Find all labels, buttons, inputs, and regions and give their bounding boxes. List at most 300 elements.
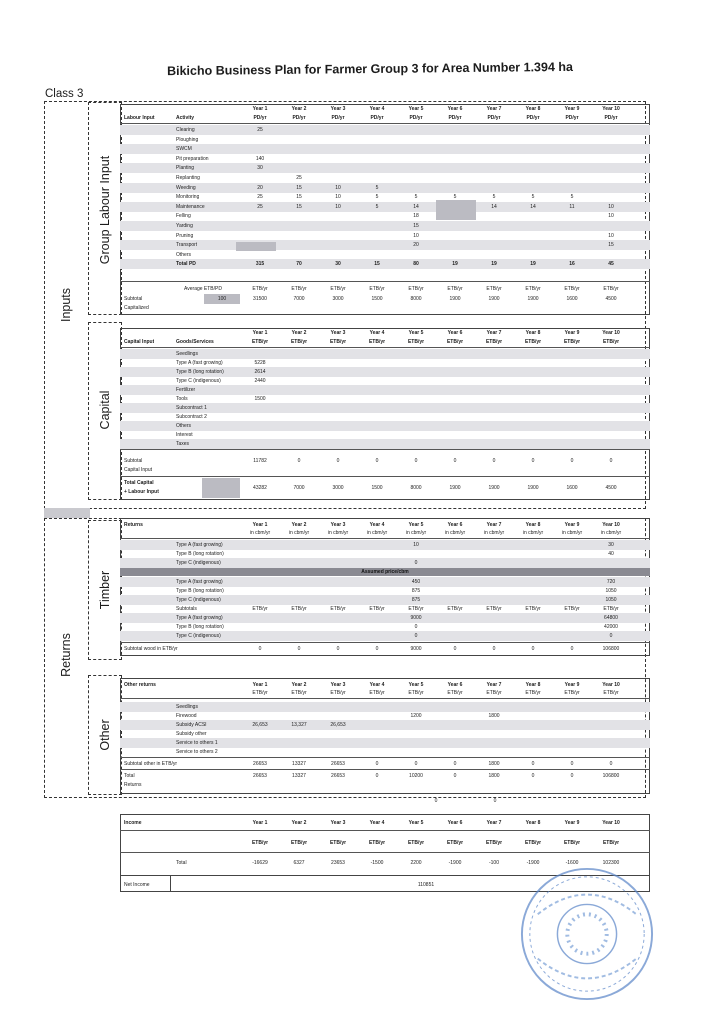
other-year-y1: Year 1 [252, 682, 268, 688]
other-unit-y4: ETB/yr [369, 690, 385, 696]
labour-etb-y1: ETB/yr [252, 286, 268, 292]
timber-etb-y4: ETB/yr [369, 606, 385, 612]
labour-value-y2: 15 [296, 184, 302, 191]
other-subtotal-y7: 1800 [488, 761, 500, 767]
income-unit-y10: ETB/yr [602, 840, 620, 846]
timber-etb-y2: ETB/yr [291, 606, 307, 612]
activity-label: Replanting [176, 175, 200, 181]
capital-subtotal-y10: 0 [609, 458, 613, 464]
goods-label: Type C (indigenous) [176, 378, 221, 384]
timber-subtotal-line [120, 642, 650, 643]
capital-unit-y1: ETB/yr [251, 339, 269, 345]
timber-subtotal-y2: 0 [297, 646, 301, 652]
labour-value-y3: 30 [335, 261, 341, 268]
total-returns-y5: 10200 [409, 773, 423, 779]
capital-subtotal-label: Subtotal [124, 458, 143, 464]
labour-value-y4: 5 [375, 194, 379, 201]
timber-volume-y5: 10 [413, 542, 419, 548]
total-returns-y3: 26653 [331, 773, 345, 779]
timber-value-label: Type B (long rotation) [176, 624, 224, 630]
below-value-y5: 0 [434, 798, 438, 804]
official-seal-stamp [518, 865, 656, 1003]
other-returns-title: Other returns [124, 682, 156, 688]
other-value-y7: 1800 [488, 713, 500, 719]
income-unit-y5: ETB/yr [407, 840, 425, 846]
income-title-row [120, 818, 650, 828]
labour-value-y1: 25 [257, 127, 263, 133]
timber-price-label: Type B (long rotation) [176, 588, 224, 594]
income-unit-row [120, 838, 650, 848]
total-returns-row2 [120, 780, 650, 790]
average-etb-pd-value: 100 [204, 294, 240, 304]
capital-year-y7: Year 7 [486, 330, 502, 336]
income-total-y2: 6327 [293, 860, 305, 866]
other-year-y3: Year 3 [330, 682, 346, 688]
labour-subtotal-y2: 7000 [293, 296, 305, 302]
capital-value-y1: 2614 [254, 369, 266, 375]
goods-label: Subcontract 2 [176, 414, 207, 420]
labour-unit-y10: PD/yr [604, 115, 618, 121]
capital-total-line [120, 476, 650, 477]
labour-year-y3: Year 3 [330, 106, 346, 112]
income-year-y1: Year 1 [252, 820, 268, 826]
labour-subtotal-y3: 3000 [332, 296, 344, 302]
subtotal-wood-label: Subtotal wood in ETB/yr [124, 646, 178, 652]
timber-etb-y1: ETB/yr [252, 606, 268, 612]
other-subtotal-y4: 0 [375, 761, 379, 767]
labour-value-y10: 45 [608, 261, 614, 268]
timber-etb-y9: ETB/yr [564, 606, 580, 612]
goods-label: Type B (long rotation) [176, 369, 224, 375]
timber-subtotal-y9: 0 [570, 646, 574, 652]
other-unit-y3: ETB/yr [330, 690, 346, 696]
timber-value-y10: 64800 [604, 615, 618, 621]
labour-subtotal-y4: 1500 [371, 296, 383, 302]
timber-subtotal-y1: 0 [258, 646, 262, 652]
labour-value-y8: 14 [530, 203, 536, 210]
activity-label: Ploughing [176, 136, 199, 143]
income-unit-y3: ETB/yr [329, 840, 347, 846]
below-values-row [120, 796, 650, 806]
other-subtotal-y9: 0 [570, 761, 574, 767]
labour-row [120, 154, 650, 164]
labour-mid-line [120, 281, 650, 282]
other-unit-y5: ETB/yr [408, 690, 424, 696]
total-capital-y10: 4500 [605, 485, 617, 491]
other-subtotal-y8: 0 [531, 761, 535, 767]
capital-subtotal-y6: 0 [453, 458, 457, 464]
total-capital-y5: 8000 [410, 485, 422, 491]
timber-year-y1: Year 1 [252, 522, 268, 528]
labour-value-y1: 25 [257, 194, 263, 201]
other-subtotal-y2: 13327 [292, 761, 306, 767]
income-year-y8: Year 8 [525, 820, 541, 826]
capital-unit-y9: ETB/yr [563, 339, 581, 345]
labour-unit-y8: PD/yr [526, 115, 540, 121]
timber-unit-row [120, 528, 650, 538]
total-capital-y3: 3000 [332, 485, 344, 491]
goods-label: Tools [176, 396, 188, 402]
labour-unit-y2: PD/yr [292, 115, 306, 121]
capital-input-table [120, 328, 650, 500]
income-total-y6: -1900 [448, 860, 462, 866]
timber-volume-y5: 0 [414, 560, 418, 566]
capitalized-row [120, 303, 650, 313]
labour-value-y5: 20 [413, 242, 419, 249]
activity-label: Yarding [176, 223, 193, 229]
timber-subtotal-y3: 0 [336, 646, 340, 652]
timber-year-y6: Year 6 [447, 522, 463, 528]
timber-year-y2: Year 2 [291, 522, 307, 528]
activity-label: Monitoring [176, 194, 200, 201]
labour-value-y2: 25 [296, 175, 302, 181]
monitoring-grey-cell [436, 200, 476, 220]
other-year-y6: Year 6 [447, 682, 463, 688]
subtotals-label: Subtotals [176, 606, 197, 612]
timber-value-y10: 42000 [604, 624, 618, 630]
labour-value-y10: 10 [608, 232, 614, 239]
income-total-y8: -1900 [526, 860, 540, 866]
labour-subtotal-y6: 1900 [449, 296, 461, 302]
capital-year-y5: Year 5 [408, 330, 424, 336]
labour-value-y3: 10 [335, 194, 341, 201]
labour-etb-y4: ETB/yr [369, 286, 385, 292]
labour-etb-y3: ETB/yr [330, 286, 346, 292]
labour-value-y7: 5 [492, 194, 496, 201]
other-return-label: Subsidy ACSI [176, 722, 207, 728]
labour-row [120, 135, 650, 145]
timber-etb-y7: ETB/yr [486, 606, 502, 612]
capital-subtotal-y5: 0 [414, 458, 418, 464]
average-etb-pd-label: Average ETB/PD [184, 286, 222, 292]
capital-unit-y5: ETB/yr [407, 339, 425, 345]
income-total-y7: -100 [488, 860, 499, 866]
labour-value-y10: 10 [608, 213, 614, 220]
timber-unit-y7: in cbm/yr [483, 530, 505, 536]
activity-label: Total PD [176, 261, 196, 268]
capital-input-title: Capital Input [124, 339, 155, 345]
other-year-y5: Year 5 [408, 682, 424, 688]
total-returns-y2: 13327 [292, 773, 306, 779]
timber-year-y10: Year 10 [602, 522, 620, 528]
grey-band [44, 508, 90, 518]
assumed-price-bar: Assumed price/cbm [120, 568, 650, 576]
other-subtotal-y3: 26653 [331, 761, 345, 767]
total-returns-y8: 0 [531, 773, 535, 779]
other-year-y4: Year 4 [369, 682, 385, 688]
other-unit-y7: ETB/yr [486, 690, 502, 696]
timber-header-line [120, 538, 650, 539]
labour-value-y5: 14 [413, 203, 419, 210]
labour-etb-y9: ETB/yr [564, 286, 580, 292]
labour-year-y4: Year 4 [369, 106, 385, 112]
income-unit-y7: ETB/yr [485, 840, 503, 846]
labour-value-y7: 14 [491, 203, 497, 210]
labour-value-y8: 19 [530, 261, 536, 268]
labour-value-y3: 10 [335, 203, 341, 210]
labour-value-y5: 80 [413, 261, 419, 268]
total-returns-label: Total [124, 773, 135, 779]
other-return-label: Seedlings [176, 704, 198, 710]
labour-unit-y6: PD/yr [448, 115, 462, 121]
timber-year-y7: Year 7 [486, 522, 502, 528]
labour-subtotal-y8: 1900 [527, 296, 539, 302]
labour-year-y1: Year 1 [252, 106, 268, 112]
other-unit-y8: ETB/yr [525, 690, 541, 696]
total-returns-y4: 0 [375, 773, 379, 779]
labour-etb-y5: ETB/yr [408, 286, 424, 292]
total-returns-y1: 26653 [253, 773, 267, 779]
labour-row [120, 211, 650, 221]
labour-year-y6: Year 6 [447, 106, 463, 112]
income-year-y6: Year 6 [447, 820, 463, 826]
timber-year-y5: Year 5 [408, 522, 424, 528]
timber-subtotal-y6: 0 [453, 646, 457, 652]
inputs-label: Inputs [59, 287, 73, 323]
timber-unit-y2: in cbm/yr [288, 530, 310, 536]
timber-value-y5: 0 [414, 633, 418, 639]
timber-value-label: Type C (indigenous) [176, 633, 221, 639]
activity-label: Weeding [176, 184, 196, 191]
labour-value-y3: 10 [335, 184, 341, 191]
capital-unit-y2: ETB/yr [290, 339, 308, 345]
timber-unit-y8: in cbm/yr [522, 530, 544, 536]
timber-volume-row [120, 558, 650, 568]
timber-type-label: Type B (long rotation) [176, 551, 224, 557]
returns-title: Returns [124, 522, 143, 528]
labour-subtotal-y5: 8000 [410, 296, 422, 302]
labour-value-y10: 10 [608, 203, 614, 210]
total-capital-y1: 43282 [253, 485, 267, 491]
capital-input-label: Capital Input [124, 467, 153, 473]
timber-type-label: Type A (fast growing) [176, 542, 223, 548]
timber-year-y3: Year 3 [330, 522, 346, 528]
income-unit-y1: ETB/yr [251, 840, 269, 846]
activity-label: Pit preparation [176, 155, 209, 162]
labour-input-table [120, 104, 650, 315]
labour-year-y7: Year 7 [486, 106, 502, 112]
other-unit-y9: ETB/yr [564, 690, 580, 696]
income-total-y3: 23653 [331, 860, 345, 866]
total-capital-y9: 1600 [566, 485, 578, 491]
labour-value-y9: 5 [570, 194, 574, 201]
subtotal-label: Subtotal [124, 296, 143, 302]
capital-unit-y7: ETB/yr [485, 339, 503, 345]
timber-year-y4: Year 4 [369, 522, 385, 528]
other-value-y1: 26,653 [252, 722, 268, 728]
capital-year-y3: Year 3 [330, 330, 346, 336]
income-unit-y6: ETB/yr [446, 840, 464, 846]
labour-year-y8: Year 8 [525, 106, 541, 112]
timber-subtotal-y5: 9000 [410, 646, 422, 652]
total-capital-values [120, 483, 650, 493]
labour-value-y1: 25 [257, 203, 263, 210]
timber-unit-y3: in cbm/yr [327, 530, 349, 536]
income-year-y3: Year 3 [330, 820, 346, 826]
timber-type-label: Type C (indigenous) [176, 560, 221, 566]
labour-value-y4: 5 [375, 184, 379, 191]
labour-value-y5: 15 [413, 223, 419, 229]
income-year-y7: Year 7 [486, 820, 502, 826]
timber-value-label: Type A (fast growing) [176, 615, 223, 621]
other-unit-y6: ETB/yr [447, 690, 463, 696]
capital-year-y4: Year 4 [369, 330, 385, 336]
total-returns-y7: 1800 [488, 773, 500, 779]
activity-label: Felling [176, 213, 191, 220]
income-title: Income [124, 820, 142, 826]
timber-value-y5: 9000 [410, 615, 422, 621]
labour-row [120, 250, 650, 260]
income-year-y4: Year 4 [369, 820, 385, 826]
capital-unit-header [120, 337, 650, 347]
labour-unit-y7: PD/yr [487, 115, 501, 121]
total-capital-y6: 1900 [449, 485, 461, 491]
price-y10: 1050 [605, 597, 617, 603]
labour-value-y6: 5 [453, 194, 457, 201]
other-value-y3: 26,653 [330, 722, 346, 728]
labour-value-y9: 16 [569, 261, 575, 268]
capital-subtotal-y8: 0 [531, 458, 535, 464]
capital-year-y6: Year 6 [447, 330, 463, 336]
income-total-y4: -1500 [370, 860, 384, 866]
income-total-label: Total [176, 860, 187, 866]
labour-etb-y7: ETB/yr [486, 286, 502, 292]
goods-label: Type A (fast growing) [176, 360, 223, 366]
labour-year-y2: Year 2 [291, 106, 307, 112]
activity-label: SWCM [176, 146, 192, 153]
timber-price-label: Type A (fast growing) [176, 579, 223, 585]
net-income-divider [170, 876, 171, 892]
other-value-y5: 1200 [410, 713, 422, 719]
labour-value-y1: 140 [255, 155, 265, 162]
capitalized-label: Capitalized [124, 305, 149, 311]
activity-label: Planting [176, 165, 195, 172]
labour-value-y6: 19 [452, 261, 458, 268]
total-returns-y6: 0 [453, 773, 457, 779]
capital-unit-y6: ETB/yr [446, 339, 464, 345]
labour-row [120, 240, 650, 250]
labour-header-line [120, 123, 650, 124]
capital-subtotal-row2 [120, 465, 650, 475]
timber-value-row [120, 631, 650, 641]
timber-year-y8: Year 8 [525, 522, 541, 528]
income-unit-y2: ETB/yr [290, 840, 308, 846]
labour-row [120, 144, 650, 154]
labour-value-y1: 20 [257, 184, 263, 191]
labour-row [120, 192, 650, 202]
price-y5: 875 [411, 597, 421, 603]
labour-value-y2: 70 [296, 261, 302, 268]
labour-row [120, 163, 650, 173]
price-y10: 1050 [605, 588, 617, 594]
goods-services-header: Goods/Services [176, 339, 214, 345]
transport-grey-cell [236, 242, 276, 251]
average-row [120, 284, 650, 294]
labour-unit-y1: PD/yr [253, 115, 267, 121]
labour-row [120, 231, 650, 241]
labour-value-y4: 5 [375, 203, 379, 210]
activity-label: Others [176, 251, 192, 258]
labour-value-y10: 15 [608, 242, 614, 249]
other-subtotal-y6: 0 [453, 761, 457, 767]
income-unit-y4: ETB/yr [368, 840, 386, 846]
capital-value-y1: 1500 [254, 396, 266, 402]
labour-value-y5: 18 [413, 213, 419, 220]
total-capital-label: Total Capital [124, 480, 154, 486]
total-capital-y4: 1500 [371, 485, 383, 491]
labour-unit-y3: PD/yr [331, 115, 345, 121]
labour-year-y5: Year 5 [408, 106, 424, 112]
labour-row [120, 173, 650, 183]
other-year-y10: Year 10 [602, 682, 620, 688]
capital-unit-y4: ETB/yr [368, 339, 386, 345]
labour-input-sum-label: + Labour Input [124, 489, 159, 495]
activity-label: Clearing [176, 127, 195, 133]
income-total-y9: -1600 [565, 860, 579, 866]
income-unit-y9: ETB/yr [563, 840, 581, 846]
capital-subtotal-y4: 0 [375, 458, 379, 464]
labour-row [120, 259, 650, 269]
labour-value-y1: 315 [255, 261, 265, 268]
timber-subtotal-y10: 106800 [602, 646, 620, 652]
capital-value-y1: 5228 [254, 360, 266, 366]
other-subtotal-row [120, 759, 650, 769]
labour-value-y4: 15 [374, 261, 380, 268]
timber-unit-y4: in cbm/yr [366, 530, 388, 536]
goods-label: Fertilizer [176, 387, 196, 393]
total-capital-y7: 1900 [488, 485, 500, 491]
labour-unit-y5: PD/yr [409, 115, 423, 121]
income-unit-y8: ETB/yr [524, 840, 542, 846]
price-y5: 875 [411, 588, 421, 594]
labour-subtotal-y9: 1600 [566, 296, 578, 302]
capital-label: Capital [98, 390, 112, 430]
price-y10: 720 [606, 579, 616, 585]
labour-unit-y9: PD/yr [565, 115, 579, 121]
timber-value-y10: 0 [609, 633, 613, 639]
labour-row [120, 183, 650, 193]
labour-value-y2: 15 [296, 194, 302, 201]
total-returns-y10: 106800 [602, 773, 620, 779]
other-subtotal-y1: 26653 [253, 761, 267, 767]
income-year-y9: Year 9 [564, 820, 580, 826]
other-return-label: Service to others 1 [176, 740, 218, 746]
capital-subtotal-y9: 0 [570, 458, 574, 464]
timber-unit-y1: in cbm/yr [249, 530, 271, 536]
below-value-y6: 0 [493, 798, 497, 804]
labour-value-y1: 30 [257, 165, 263, 172]
group-labour-label: Group Labour Input [98, 155, 112, 265]
other-year-y2: Year 2 [291, 682, 307, 688]
labour-subtotal-y1: 31500 [253, 296, 267, 302]
activity-label: Pruning [176, 232, 194, 239]
timber-etb-y10: ETB/yr [603, 606, 619, 612]
labour-subtotal-y7: 1900 [488, 296, 500, 302]
goods-label: Taxes [176, 441, 190, 447]
capital-year-y8: Year 8 [525, 330, 541, 336]
goods-label: Others [176, 423, 192, 429]
timber-label: Timber [98, 570, 112, 610]
activity-header: Activity [176, 115, 195, 121]
capital-unit-y8: ETB/yr [524, 339, 542, 345]
labour-year-y9: Year 9 [564, 106, 580, 112]
activity-label: Maintenance [176, 203, 205, 210]
timber-etb-y5: ETB/yr [408, 606, 424, 612]
subtotal-other-label: Subtotal other in ETB/yr [124, 761, 178, 767]
labour-row [120, 125, 650, 135]
other-value-y2: 13,327 [291, 722, 307, 728]
labour-input-title: Labour Input [124, 115, 155, 121]
